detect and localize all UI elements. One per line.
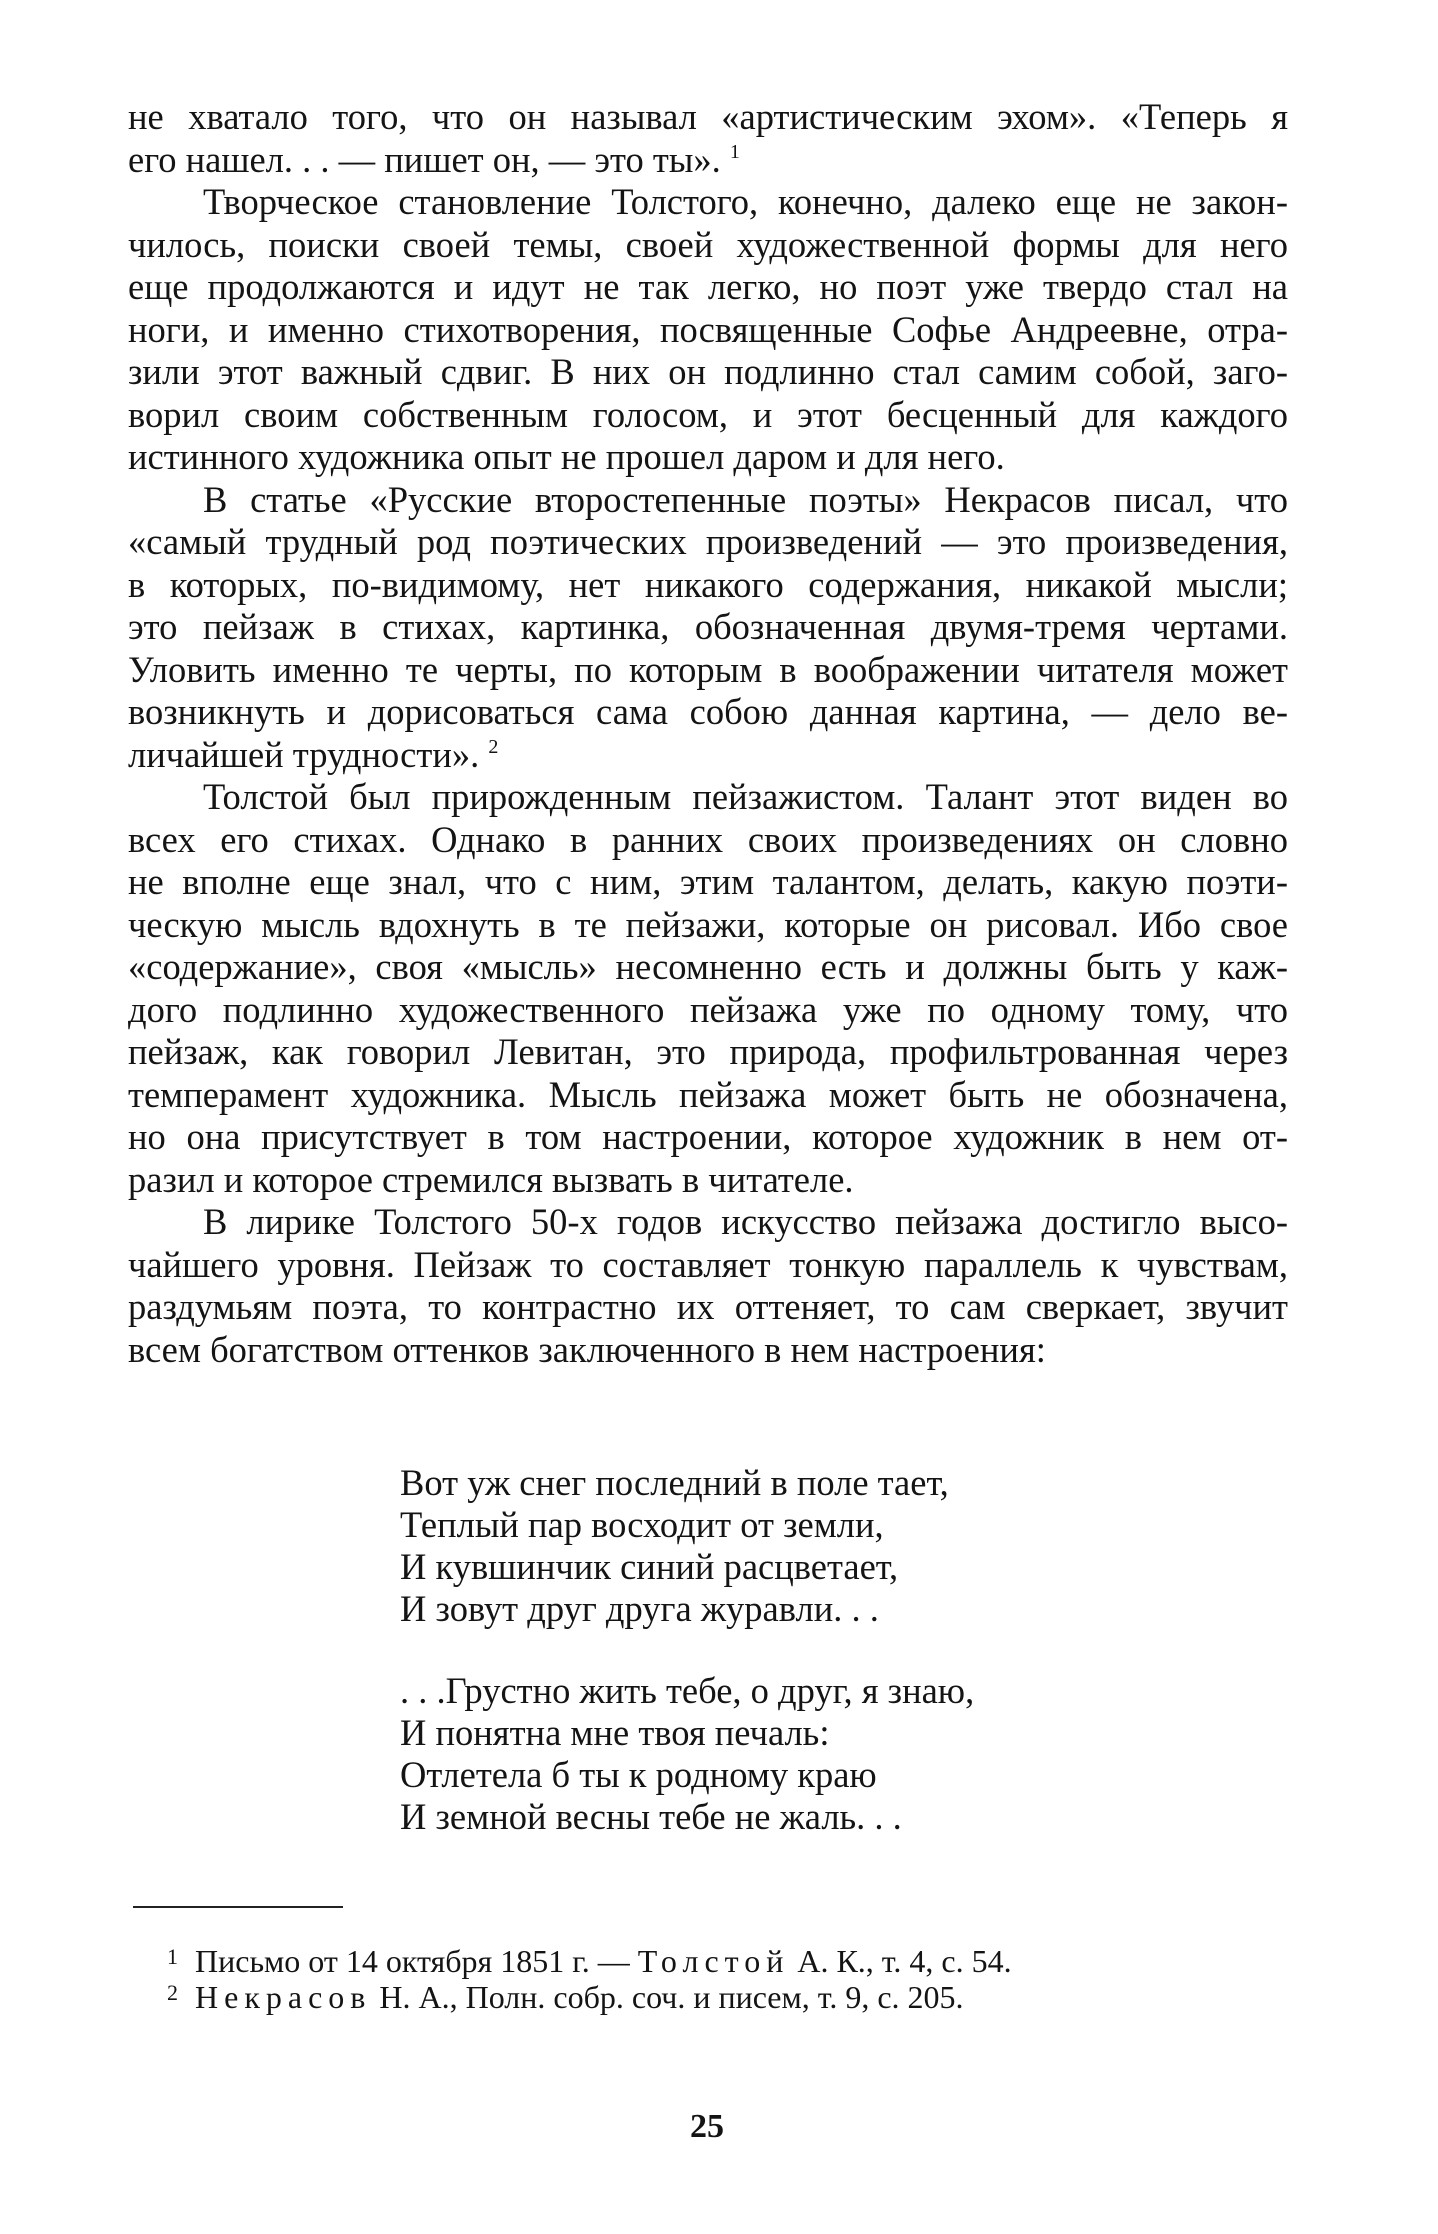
text-line: Толстой был прирожденным пейзажистом. Талант этот виден во [203,776,1288,817]
poem-line: И кувшинчик синий расцветает, [400,1546,899,1587]
text-line [128,139,1288,182]
text-line: пейзаж, как говорил Левитан, это природа, профильтрованная через [128,1031,1288,1072]
text-line-content: его нашел. . . — пишет он, — это ты». [128,138,730,180]
text-line: В лирике Толстого 50-х годов искусство пейзажа достигло высо- [203,1201,1288,1242]
text-line: «содержание», своя «мысль» несомненно есть и должны быть у каж- [128,946,1288,987]
text-line: В статье «Русские второстепенные поэты» Некрасов писал, что [203,478,1288,520]
footnote-divider [133,1906,343,1908]
text-line: не хватало того, что он называл «артистическим эхом». «Теперь я [128,96,1288,137]
paragraph-5 [128,1201,1288,1371]
footnote-1 [167,1943,1295,1979]
footnote-author: Некрасов [195,1979,372,2015]
text-line: возникнуть и дорисоваться сама собою данная картина, — дело ве- [128,691,1288,732]
text-line: зили этот важный сдвиг. В них он подлинно стал самим собой, заго- [128,351,1288,392]
footnote-mark: 2 [167,1980,178,2005]
footnote-text: А. К., т. 4, с. 54. [789,1943,1012,1979]
text-line-content: личайшей трудности». [128,733,489,775]
footnote-mark: 1 [167,1944,178,1969]
text-line: разил и которое стремился вызвать в читателе. [128,1158,854,1200]
footnote-text: Н. А., Полн. собр. соч. и писем, т. 9, с. 205. [371,1979,964,2015]
text-line: Творческое становление Толстого, конечно, далеко еще не закон- [203,181,1288,222]
footnote-2 [167,1979,1295,2015]
text-line: это пейзаж в стихах, картинка, обозначенная двумя-тремя чертами. [128,606,1288,647]
poem-line: И земной весны тебе не жаль. . . [400,1796,902,1837]
poem-stanza-2 [400,1670,1140,1838]
text-line: ноги, и именно стихотворения, посвященные Софье Андреевне, отра- [128,308,1288,350]
paragraph-1 [128,96,1288,181]
poem-line: . . .Грустно жить тебе, о друг, я знаю, [400,1670,975,1711]
paragraph-4 [128,776,1288,1201]
page-number: 25 [690,2108,724,2145]
poem-line: И зовут друг друга журавли. . . [400,1588,879,1629]
poem-stanza-1 [400,1462,1140,1630]
text-line: дого подлинно художественного пейзажа уже по одному тому, что [128,988,1288,1030]
text-line: Уловить именно те черты, по которым в воображении читателя может [128,648,1288,690]
page-body [128,96,1288,1371]
paragraph-2 [128,181,1288,479]
poem-line: И понятна мне твоя печаль: [400,1712,830,1753]
text-line: темперамент художника. Мысль пейзажа может быть не обозначена, [128,1073,1288,1115]
footnotes [167,1943,1295,2015]
text-line: раздумьям поэта, то контрастно их оттеняет, то сам сверкает, звучит [128,1286,1288,1327]
text-line: но она присутствует в том настроении, которое художник в нем от- [128,1116,1288,1157]
poem-line: Теплый пар восходит от земли, [400,1504,884,1545]
text-line: еще продолжаются и идут не так легко, но поэт уже твердо стал на [128,266,1288,307]
footnote-author: Толстой [637,1943,790,1979]
text-line: ческую мысль вдохнуть в те пейзажи, которые он рисовал. Ибо свое [128,903,1288,945]
poem-line: Вот уж снег последний в поле тает, [400,1462,949,1503]
text-line [128,734,1288,777]
text-line: чилось, поиски своей темы, своей художественной формы для него [128,223,1288,265]
footnote-ref: 1 [729,140,740,163]
text-line: истинного художника опыт не прошел даром и для него. [128,436,1005,477]
footnote-text: Письмо от 14 октября 1851 г. — [195,1943,638,1979]
text-line: ворил своим собственным голосом, и этот бесценный для каждого [128,393,1288,435]
text-line: в которых, по-видимому, нет никакого содержания, никакой мысли; [128,563,1288,605]
paragraph-3 [128,479,1288,777]
text-line: чайшего уровня. Пейзаж то составляет тонкую параллель к чувствам, [128,1243,1288,1285]
text-line: всем богатством оттенков заключенного в нем настроения: [128,1328,1046,1370]
text-line: не вполне еще знал, что с ним, этим талантом, делать, какую поэти- [128,861,1288,902]
footnote-ref: 2 [488,735,499,758]
text-line: всех его стихах. Однако в ранних своих произведениях он словно [128,818,1288,860]
poem-line: Отлетела б ты к родному краю [400,1754,877,1795]
text-line: «самый трудный род поэтических произведений — это произведения, [128,521,1288,562]
